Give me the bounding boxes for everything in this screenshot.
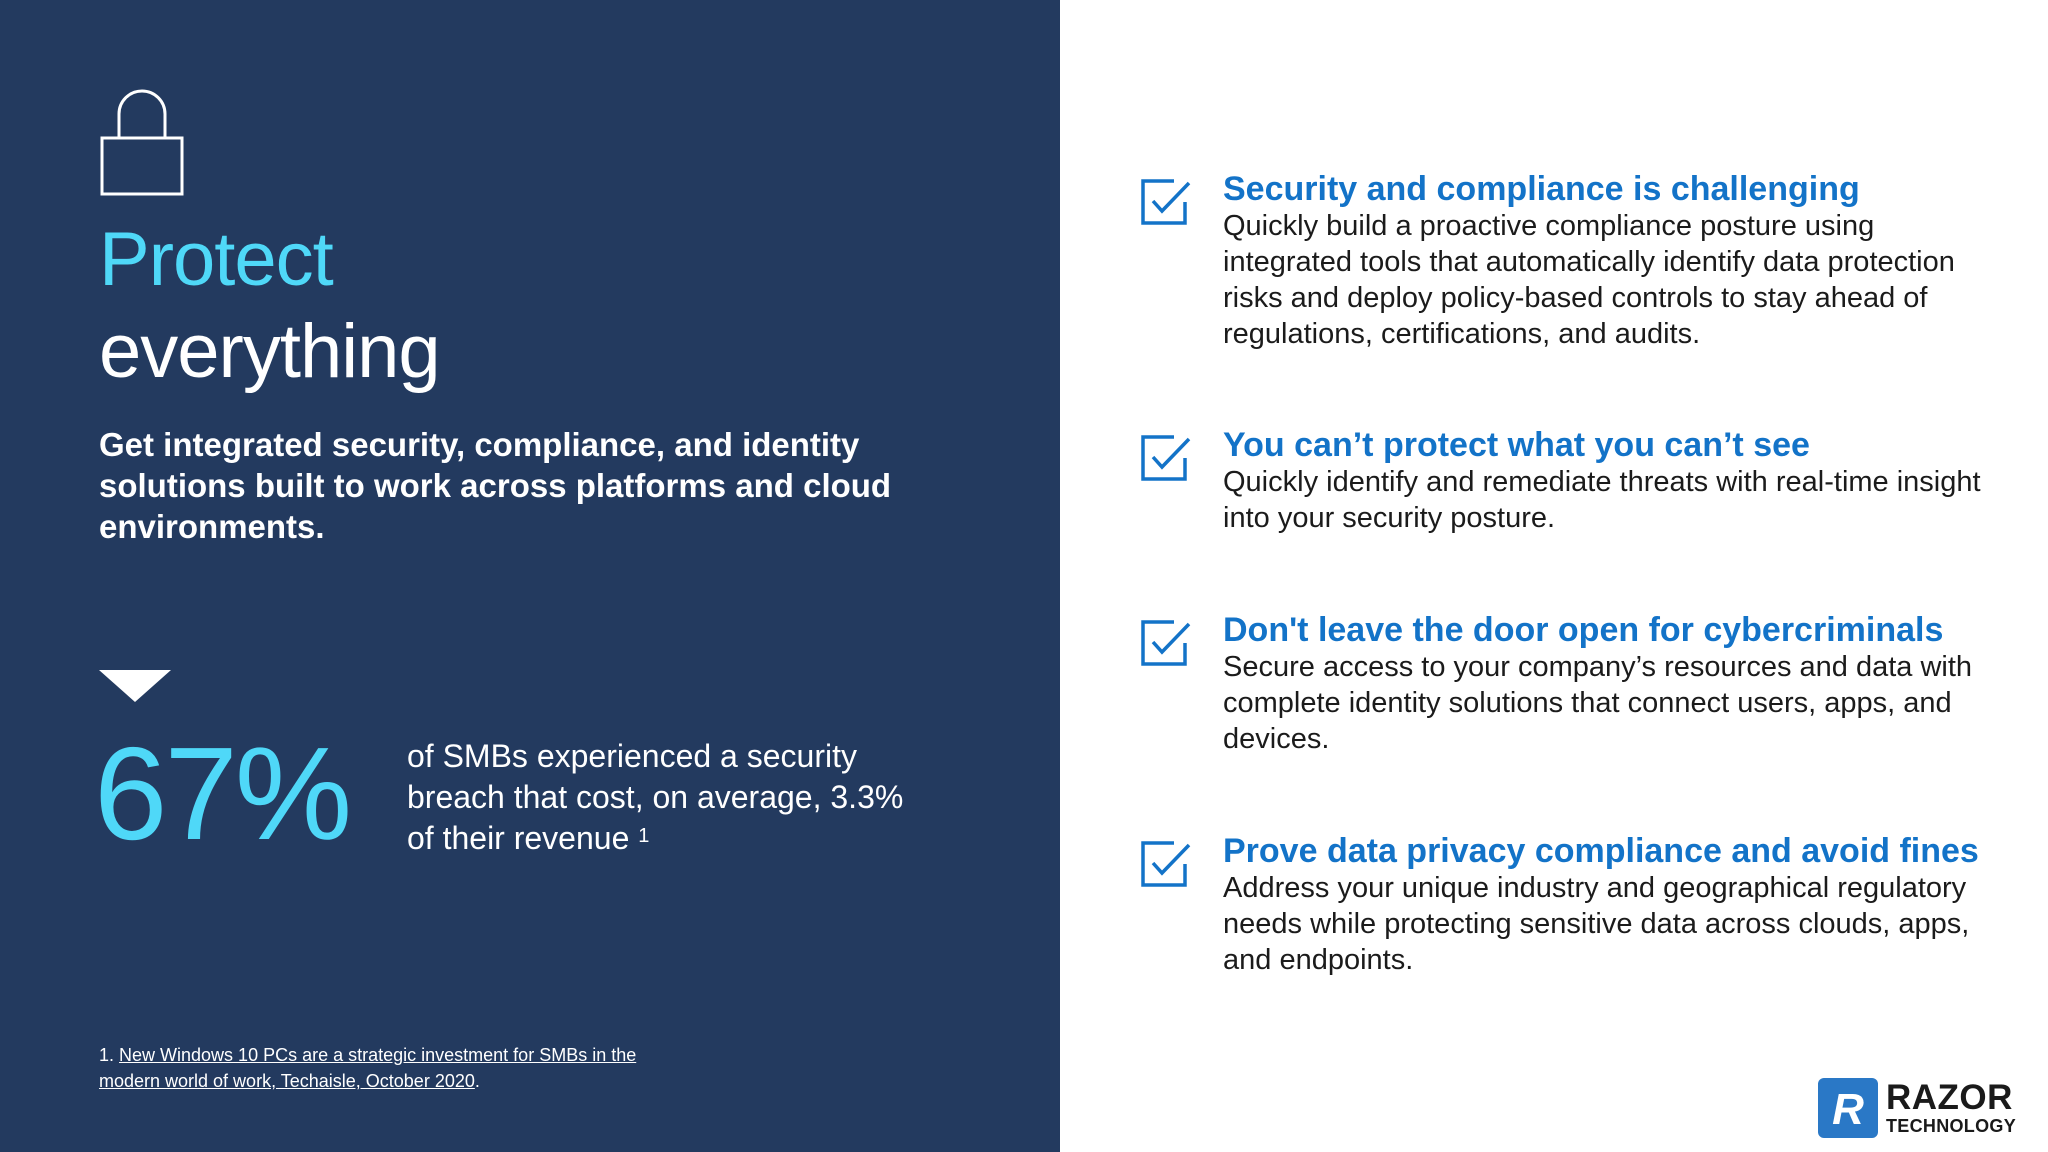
stat-description-text: of SMBs experienced a security breach that cost, on average, 3.3% of their revenue: [407, 738, 904, 856]
page-title-line-1: Protect: [99, 217, 333, 302]
feature-description: Quickly identify and remediate threats with real-time insight into your security posture.: [1223, 466, 1981, 534]
stat-footnote-ref: 1: [638, 825, 650, 847]
page-title-line-2: everything: [99, 309, 440, 394]
footnote-source-link[interactable]: New Windows 10 PCs are a strategic investment for SMBs in the modern world of work, Techaisle, October 2020: [99, 1045, 637, 1091]
page-subtitle: Get integrated security, compliance, and identity solutions built to work across platforms and cloud environments.: [99, 426, 892, 545]
down-triangle-icon: [99, 670, 171, 702]
feature-description: Secure access to your company’s resources and data with complete identity solutions that connect users, apps, and devices.: [1223, 651, 1973, 755]
lock-icon: [100, 86, 184, 196]
feature-title: Don't leave the door open for cybercriminals: [1223, 611, 1944, 649]
checkbox-checked-icon: [1140, 176, 1192, 228]
checkbox-checked-icon: [1140, 617, 1192, 669]
checkbox-checked-icon: [1140, 838, 1192, 890]
footnote-period: .: [474, 1071, 480, 1091]
stat-description: [407, 736, 907, 859]
logo-mark-letter: R: [1832, 1085, 1864, 1134]
razor-technology-logo: [1818, 1078, 2030, 1138]
checkbox-checked-icon: [1140, 432, 1192, 484]
footnote-number: 1.: [99, 1045, 115, 1065]
feature-title: Prove data privacy compliance and avoid fines: [1223, 832, 1979, 870]
footnote: [99, 1042, 659, 1094]
razor-logo-mark-icon: [1818, 1078, 1878, 1138]
feature-title: You can’t protect what you can’t see: [1223, 426, 1810, 464]
feature-description: Quickly build a proactive compliance posture using integrated tools that automatically identify data protection risks and deploy policy-based controls to stay ahead of regulations, certifications, and audits.: [1223, 210, 1955, 350]
logo-subtitle: TECHNOLOGY: [1886, 1116, 2017, 1136]
feature-description: Address your unique industry and geographical regulatory needs while protecting sensitive data across clouds, apps, and endpoints.: [1223, 872, 1970, 976]
feature-title: Security and compliance is challenging: [1223, 170, 1860, 208]
logo-name: RAZOR: [1886, 1078, 2013, 1117]
stat-value: 67%: [94, 720, 350, 867]
